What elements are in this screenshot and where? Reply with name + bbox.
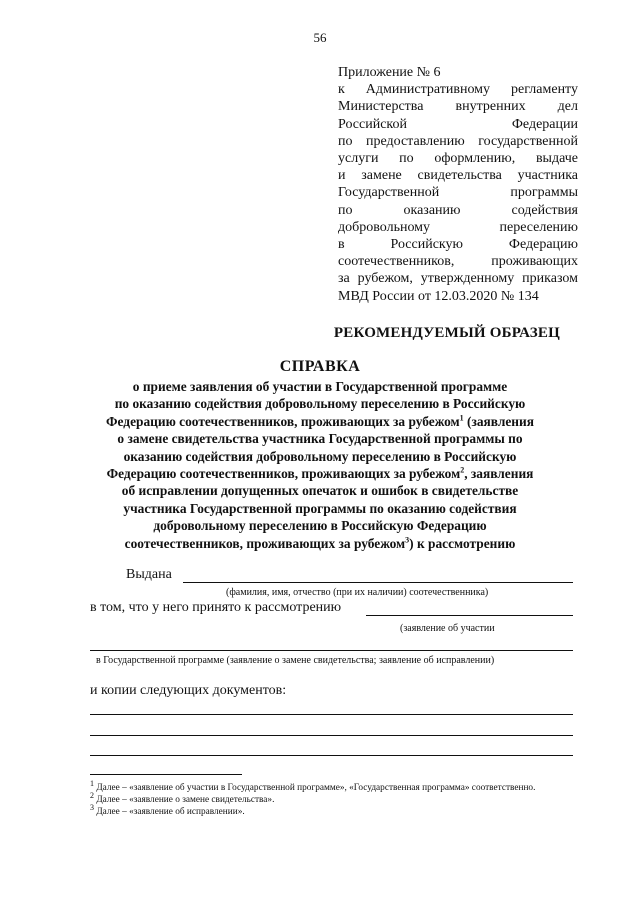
footnotes bbox=[90, 778, 580, 818]
appendix-line: по предоставлению государственной bbox=[338, 133, 578, 149]
documents-line-1[interactable] bbox=[90, 714, 573, 715]
subtitle-line: о приеме заявления об участии в Государственной программе bbox=[132, 379, 508, 394]
program-hint: в Государственной программе (заявление о замене свидетельства; заявление об исправлении) bbox=[96, 655, 495, 666]
subtitle-line: оказанию содействия добровольному переселению в Российскую bbox=[123, 448, 517, 464]
footnote-ref-2: 2 bbox=[460, 465, 465, 475]
documents-line-2[interactable] bbox=[90, 735, 573, 736]
subtitle-line: о замене свидетельства участника Государственной программы по bbox=[117, 431, 523, 447]
document-title: СПРАВКА bbox=[279, 358, 361, 375]
footnote-number: 3 bbox=[90, 802, 94, 812]
footnote-text: Далее – «заявление об участии в Государственной программе», «Государственная программа» соответственно. bbox=[96, 783, 536, 793]
subtitle-line: добровольному переселению в Российскую Федерацию bbox=[153, 518, 487, 534]
subtitle-text: соотечественников, проживающих за рубежом bbox=[124, 535, 406, 551]
footnote-number: 1 bbox=[90, 778, 94, 788]
appendix-line: услуги по оформлению, выдаче bbox=[338, 151, 578, 167]
issued-hint: (фамилия, имя, отчество (при их наличии) соотечественника) bbox=[226, 587, 489, 598]
appendix-line: и замене свидетельства участника bbox=[338, 168, 578, 184]
appendix-line: Министерства внутренних дел bbox=[338, 99, 578, 115]
subtitle-line bbox=[80, 465, 560, 482]
appendix-line: по оказанию содействия bbox=[338, 202, 578, 218]
subtitle-line: об исправлении допущенных опечаток и ошибок в свидетельстве bbox=[121, 483, 519, 499]
subtitle-text: Федерацию соотечественников, проживающих за рубежом bbox=[106, 413, 460, 429]
footnote-3 bbox=[90, 802, 580, 818]
appendix-line: добровольному переселению bbox=[338, 219, 578, 235]
appendix-line: в Российскую Федерацию bbox=[338, 237, 578, 253]
appendix-line: Государственной программы bbox=[338, 185, 578, 201]
footnote-number: 2 bbox=[90, 790, 94, 800]
footnote-ref-3: 3 bbox=[405, 535, 410, 545]
appendix-line: за рубежом, утвержденному приказом bbox=[338, 271, 578, 287]
subtitle-line bbox=[80, 535, 560, 552]
footnote-2 bbox=[90, 790, 580, 806]
appendix-line: Приложение № 6 bbox=[338, 65, 441, 80]
subtitle-line: по оказанию содействия добровольному переселению в Российскую bbox=[114, 396, 526, 412]
footnote-ref-1: 1 bbox=[459, 413, 464, 423]
accepted-label: в том, что у него принято к рассмотрению bbox=[90, 600, 342, 615]
footnote-text: Далее – «заявление о замене свидетельства». bbox=[96, 795, 275, 805]
subtitle-line bbox=[80, 413, 560, 430]
footnote-1 bbox=[90, 778, 580, 794]
documents-line-3[interactable] bbox=[90, 755, 573, 756]
subtitle-text: (заявления bbox=[463, 413, 534, 429]
application-type-line[interactable] bbox=[366, 615, 573, 616]
copies-label: и копии следующих документов: bbox=[90, 683, 287, 698]
application-continuation-line[interactable] bbox=[90, 650, 573, 651]
appendix-line: МВД России от 12.03.2020 № 134 bbox=[338, 288, 539, 304]
page-number: 56 bbox=[313, 30, 327, 45]
appendix-heading bbox=[338, 64, 578, 305]
accepted-hint: (заявление об участии bbox=[400, 623, 495, 634]
subtitle-text: , заявления bbox=[464, 466, 534, 482]
appendix-line: Российской Федерации bbox=[338, 116, 578, 132]
document-subtitle bbox=[80, 378, 560, 552]
footnote-text: Далее – «заявление об исправлении». bbox=[96, 807, 245, 817]
appendix-line: к Административному регламенту bbox=[338, 82, 578, 98]
subtitle-text: Федерацию соотечественников, проживающих за рубежом bbox=[106, 466, 461, 482]
issued-name-line[interactable] bbox=[183, 582, 573, 583]
subtitle-line: участника Государственной программы по оказанию содействия bbox=[123, 500, 517, 516]
appendix-line: соотечественников, проживающих bbox=[338, 254, 578, 270]
subtitle-text: ) к рассмотрению bbox=[409, 535, 516, 551]
recommended-sample-text: РЕКОМЕНДУЕМЫЙ ОБРАЗЕЦ bbox=[333, 325, 560, 341]
footnote-separator bbox=[90, 774, 242, 775]
issued-label: Выдана bbox=[126, 567, 172, 582]
